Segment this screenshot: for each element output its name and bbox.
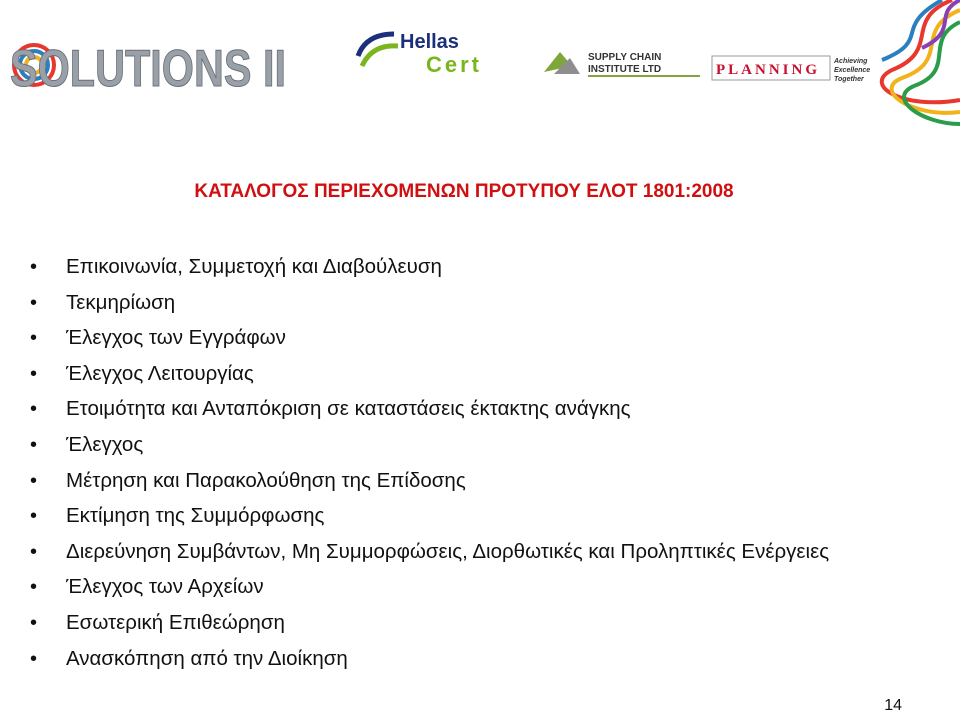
list-item: • Τεκμηρίωση xyxy=(30,288,890,318)
list-item: • Έλεγχος Λειτουργίας xyxy=(30,359,890,389)
page-title: ΚΑΤΑΛΟΓΟΣ ΠΕΡΙΕΧΟΜΕΝΩΝ ΠΡΟΤΥΠΟΥ ΕΛΟΤ 1801:2008 xyxy=(194,181,734,202)
list-item: • Εσωτερική Επιθεώρηση xyxy=(30,608,890,638)
list-item: • Ανασκόπηση από την Διοίκηση xyxy=(30,644,890,674)
planning-logo xyxy=(712,52,872,84)
solutions-wordmark: SOLUTIONS II xyxy=(10,40,286,98)
list-item: • Έλεγχος xyxy=(30,430,890,460)
supply-line1: SUPPLY CHAIN xyxy=(588,52,662,63)
supply-line2: INSTITUTE LTD xyxy=(588,64,662,75)
planning-text: PLANNING xyxy=(716,62,821,78)
planning-tag2: Excellence xyxy=(834,67,871,74)
hellascert-logo xyxy=(354,26,504,78)
planning-tag1: Achieving xyxy=(834,58,868,65)
list-item: • Μέτρηση και Παρακολούθηση της Επίδοσης xyxy=(30,466,890,496)
planning-tag3: Together xyxy=(834,76,864,83)
page-number: 14 xyxy=(884,697,902,714)
solutions-logo xyxy=(4,36,294,98)
list-item: • Έλεγχος των Αρχείων xyxy=(30,572,890,602)
list-item: • Ετοιμότητα και Ανταπόκριση σε καταστάσεις έκτακτης ανάγκης xyxy=(30,394,890,424)
supply-underline xyxy=(588,75,700,77)
list-item: • Επικοινωνία, Συμμετοχή και Διαβούλευση xyxy=(30,252,890,282)
supply-chain-logo xyxy=(540,44,708,82)
list-item: • Εκτίμηση της Συμμόρφωσης xyxy=(30,501,890,531)
hellas-swoosh-green xyxy=(362,46,398,66)
list-item: • Έλεγχος των Εγγράφων xyxy=(30,323,890,353)
cert-text: Cert xyxy=(426,52,483,77)
list-item: • Διερεύνηση Συμβάντων, Μη Συμμορφώσεις, Διορθωτικές και Προληπτικές Ενέργειες xyxy=(30,537,890,567)
ribbon-decoration xyxy=(862,0,960,130)
hellas-text: Hellas xyxy=(400,31,459,53)
header-logos xyxy=(0,0,960,130)
toc-list xyxy=(30,252,890,679)
